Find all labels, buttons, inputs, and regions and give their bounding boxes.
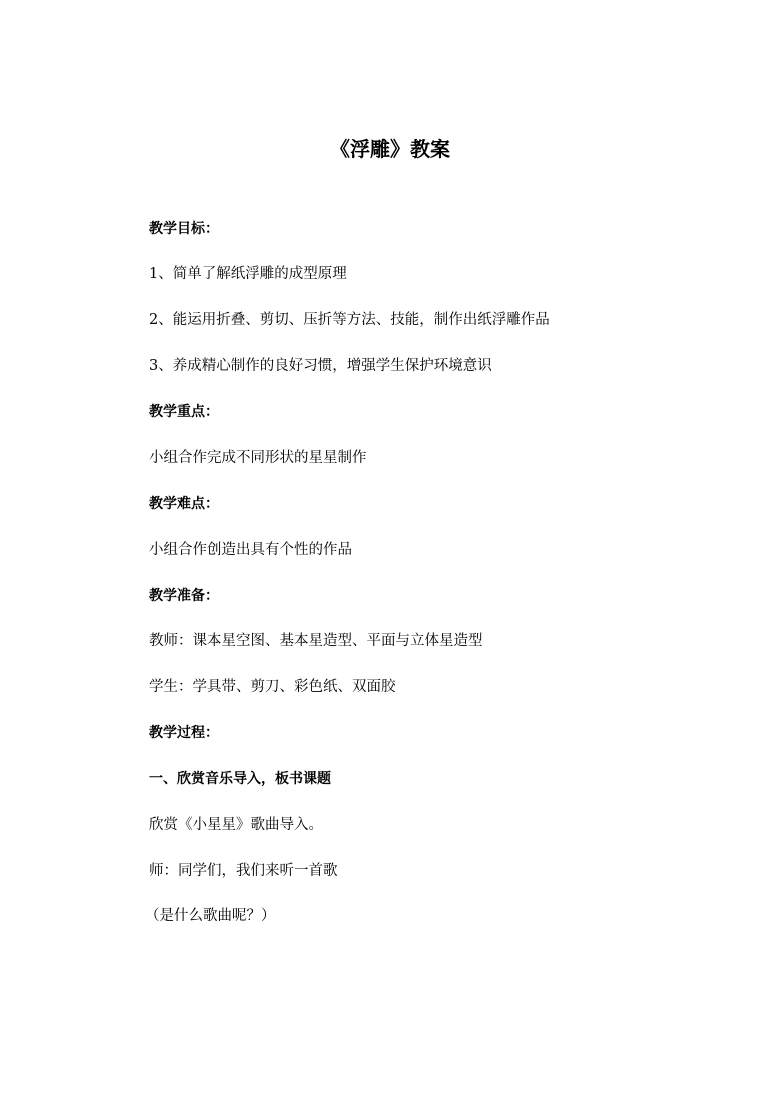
objective-item: 3、养成精心制作的良好习惯，增强学生保护环境意识: [149, 358, 492, 374]
section1-heading: 一、欣赏音乐导入，板书课题: [149, 771, 331, 787]
section1-line: 师：同学们，我们来听一首歌: [149, 863, 338, 879]
section1-line: （是什么歌曲呢？）: [145, 908, 276, 924]
document-title: 《浮雕》教案: [330, 137, 450, 161]
section1-line: 欣赏《小星星》歌曲导入。: [149, 817, 323, 833]
preparation-student: 学生：学具带、剪刀、彩色纸、双面胶: [149, 679, 396, 695]
preparation-heading: 教学准备：: [149, 588, 219, 604]
key-points-text: 小组合作完成不同形状的星星制作: [149, 450, 367, 466]
difficulties-heading: 教学难点：: [149, 496, 219, 512]
objective-item: 1、简单了解纸浮雕的成型原理: [149, 266, 347, 282]
process-heading: 教学过程：: [149, 725, 219, 741]
objectives-heading: 教学目标：: [149, 221, 219, 237]
objective-item: 2、能运用折叠、剪切、压折等方法、技能，制作出纸浮雕作品: [149, 312, 550, 328]
preparation-teacher: 教师：课本星空图、基本星造型、平面与立体星造型: [149, 633, 483, 649]
difficulties-text: 小组合作创造出具有个性的作品: [149, 542, 352, 558]
key-points-heading: 教学重点：: [149, 404, 219, 420]
